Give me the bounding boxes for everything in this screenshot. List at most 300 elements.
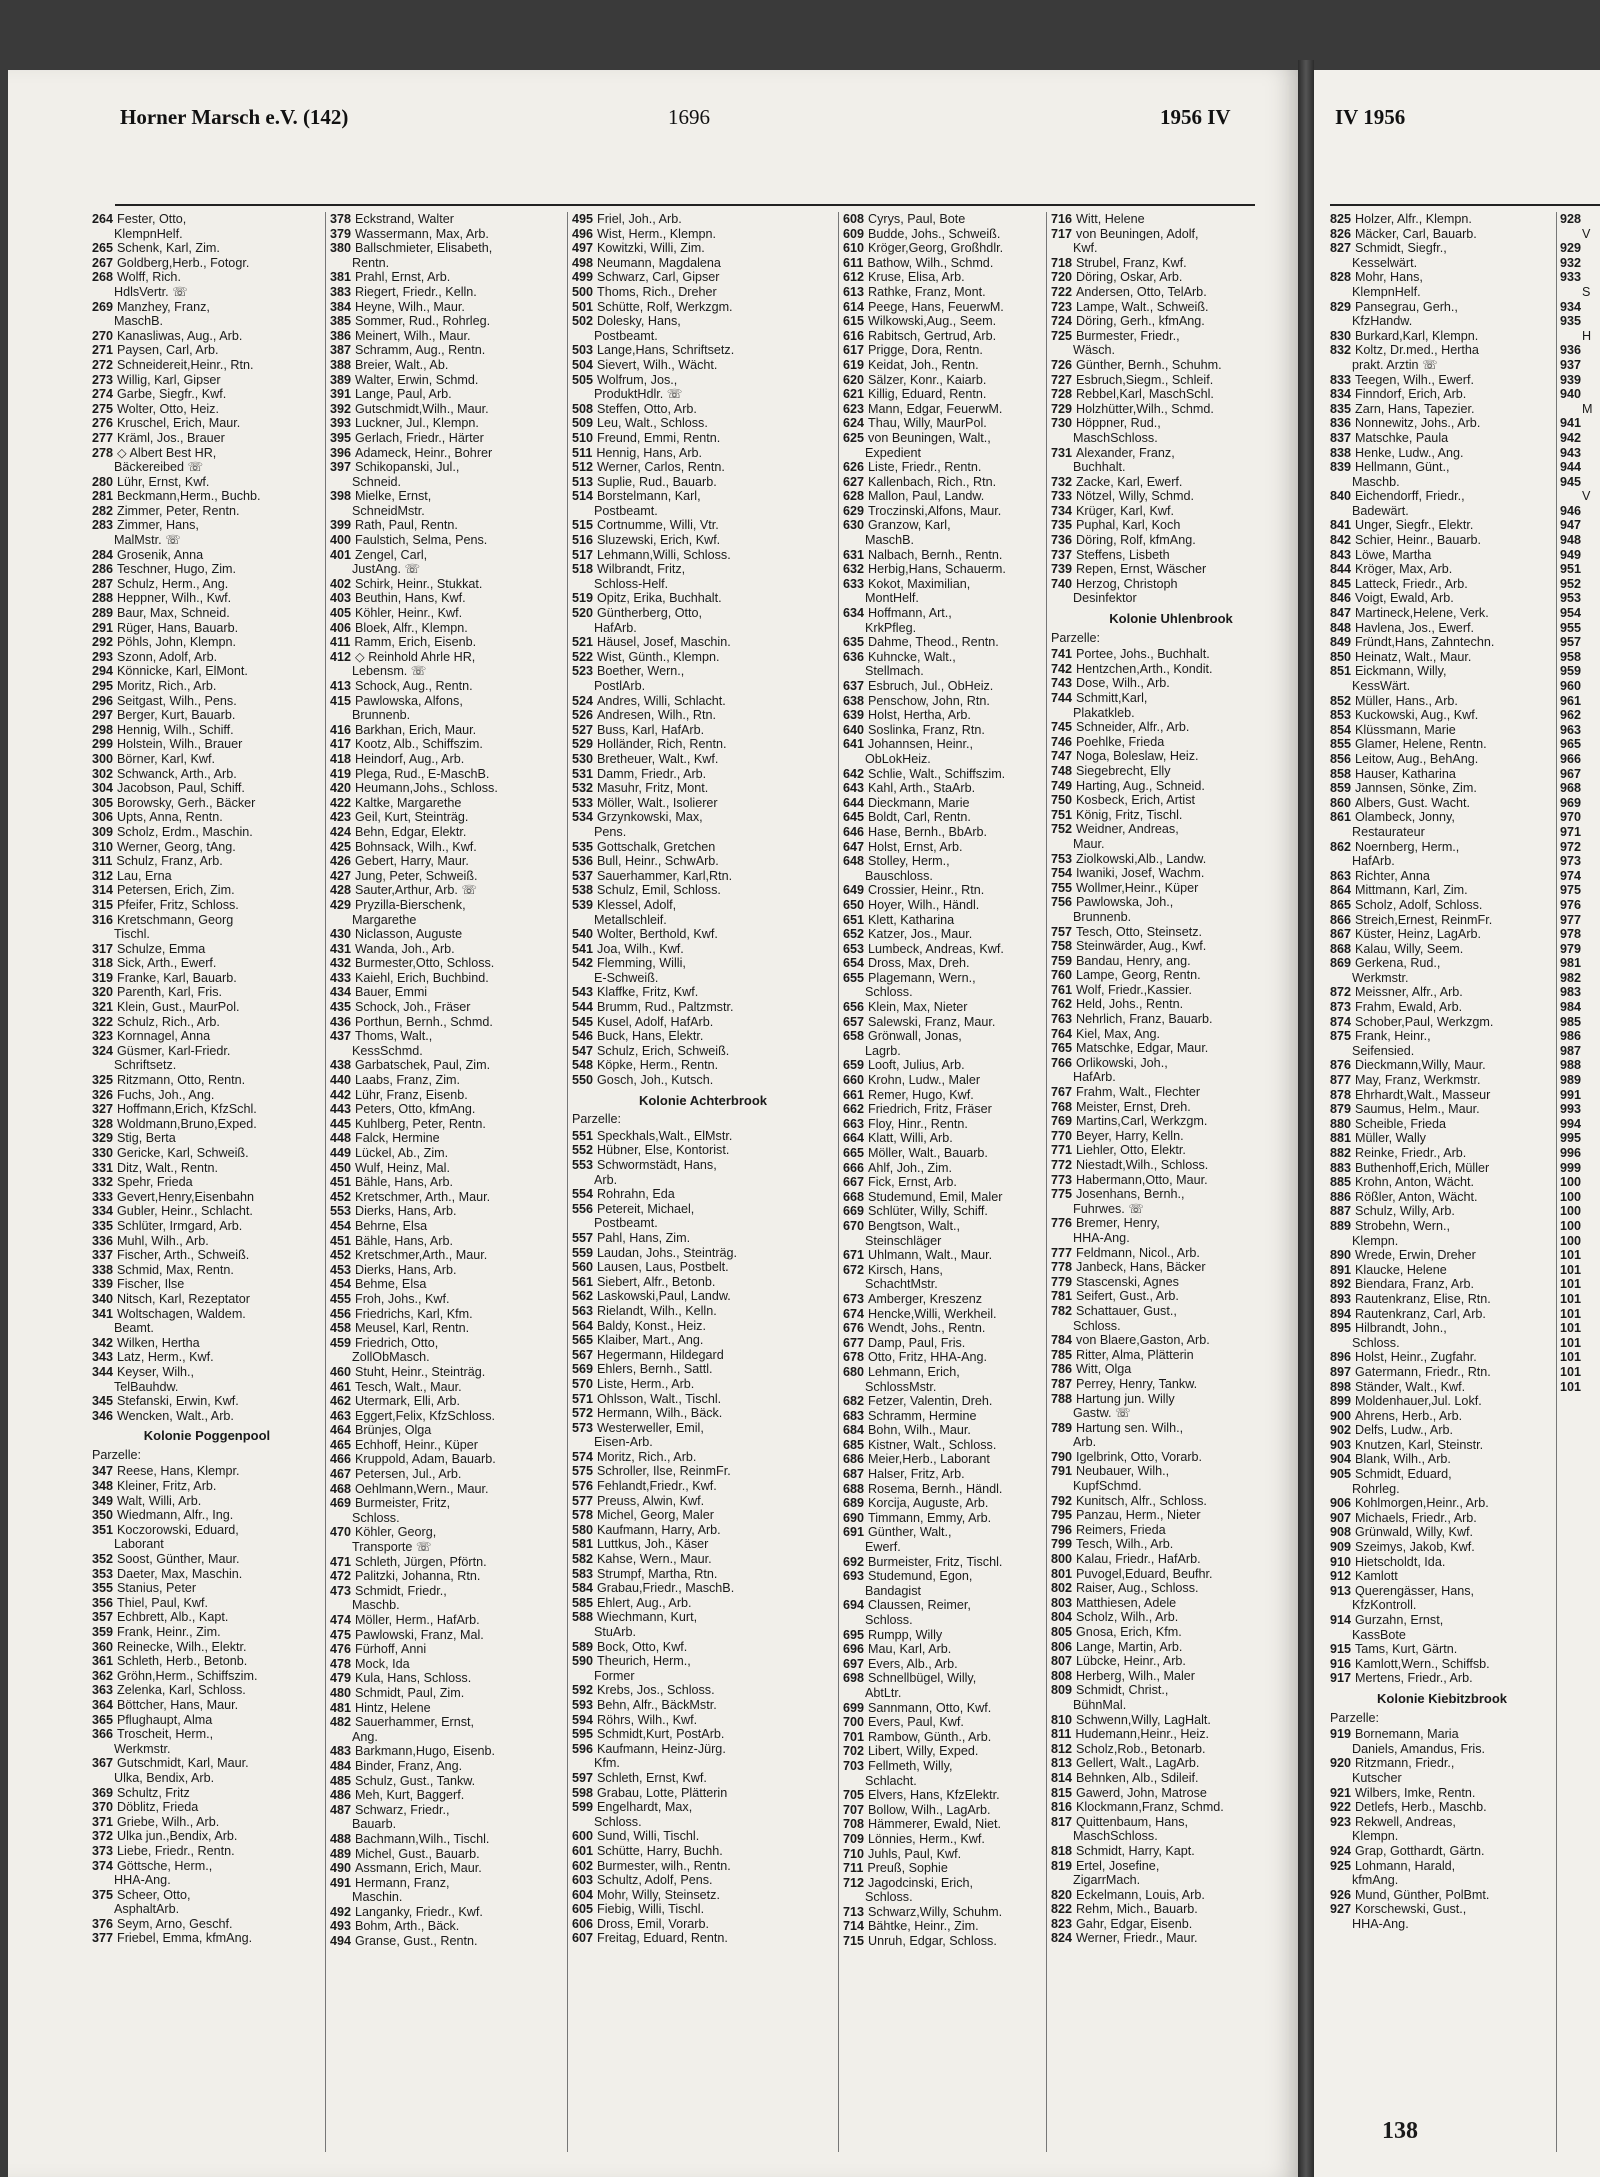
parcel-number: 802 — [1051, 1581, 1073, 1596]
directory-entry — [572, 1596, 834, 1611]
directory-entry — [1051, 460, 1291, 475]
parcel-number: 855 — [1330, 737, 1352, 752]
parcel-number: 913 — [1330, 1583, 1352, 1598]
resident-text: Wolter, Berthold, Kwf. — [597, 927, 718, 942]
resident-text: Schneider, Alfr., Arb. — [1076, 720, 1190, 735]
directory-entry — [1330, 985, 1554, 1000]
parcel-number: 787 — [1051, 1376, 1073, 1391]
parcel-number: 575 — [572, 1464, 594, 1479]
directory-entry — [1330, 373, 1554, 388]
resident-text: Maur. — [1073, 836, 1105, 851]
parcel-number: 875 — [1330, 1029, 1352, 1044]
resident-text: Kretschmann, Georg — [117, 912, 234, 927]
parcel-number: 815 — [1051, 1785, 1073, 1800]
parcel-number: 460 — [330, 1364, 352, 1379]
parcel-number: 448 — [330, 1131, 352, 1146]
parcel-number: 838 — [1330, 445, 1352, 460]
resident-text: Damp, Paul, Fris. — [868, 1335, 966, 1350]
parcel-number: 714 — [843, 1919, 865, 1934]
resident-text: Scholz, Erdm., Maschin. — [117, 824, 253, 839]
directory-entry — [1051, 1275, 1291, 1290]
directory-entry — [1330, 1800, 1554, 1815]
resident-text: Reinke, Friedr., Arb. — [1355, 1146, 1467, 1160]
resident-text: H — [1582, 328, 1592, 343]
directory-entry — [1330, 1365, 1554, 1380]
resident-text: Witt, Helene — [1076, 212, 1145, 226]
resident-text: Stolley, Herm., — [868, 854, 950, 869]
directory-entry — [1330, 548, 1554, 563]
parcel-number: 531 — [572, 766, 594, 781]
resident-text: Kleiner, Fritz, Arb. — [117, 1479, 217, 1494]
directory-entry — [843, 285, 1043, 300]
resident-text: Burmester, wilh., Rentn. — [597, 1858, 731, 1873]
resident-text: Transporte ☏ — [352, 1540, 432, 1555]
resident-text: Lückel, Ab., Zim. — [355, 1146, 449, 1160]
resident-text: Bauschloss. — [865, 868, 933, 883]
resident-text: Binder, Franz, Ang. — [355, 1758, 463, 1773]
directory-entry — [330, 956, 565, 971]
parcel-number: 743 — [1051, 676, 1073, 691]
parcel-number: 817 — [1051, 1814, 1073, 1829]
directory-entry — [1051, 1698, 1291, 1713]
parcel-number: 100 — [1560, 1218, 1582, 1233]
resident-text: V — [1582, 226, 1591, 241]
directory-entry — [843, 1934, 1043, 1949]
directory-entry — [843, 1919, 1043, 1934]
parcel-number: 665 — [843, 1146, 865, 1160]
parcel-number: 944 — [1560, 460, 1582, 475]
directory-entry — [1560, 358, 1600, 373]
resident-text: Steinwärder, Aug., Kwf. — [1076, 939, 1207, 954]
directory-entry — [1560, 343, 1600, 358]
parcel-number: 415 — [330, 693, 352, 708]
resident-text: Klempn. — [1352, 1829, 1399, 1844]
directory-entry — [1560, 971, 1600, 986]
parcel-number: 921 — [1330, 1785, 1352, 1800]
parcel-number: 369 — [92, 1785, 114, 1800]
directory-entry — [92, 694, 322, 709]
directory-entry — [843, 1482, 1043, 1497]
directory-entry — [572, 737, 834, 752]
parcel-number: 576 — [572, 1479, 594, 1494]
directory-entry — [843, 1234, 1043, 1249]
parcel-number: 733 — [1051, 489, 1073, 504]
resident-text: Szonn, Adolf, Arb. — [117, 649, 218, 664]
parcel-number: 428 — [330, 883, 352, 898]
resident-text: Schober,Paul, Werkzgm. — [1355, 1014, 1494, 1029]
directory-entry — [1330, 767, 1554, 782]
resident-text: Engelhardt, Max, — [597, 1800, 693, 1815]
resident-text: Peters, Otto, kfmAng. — [355, 1102, 476, 1117]
directory-entry — [92, 606, 322, 621]
resident-text: Hoffmann,Erich, KfzSchl. — [117, 1102, 257, 1117]
directory-entry — [1560, 329, 1600, 344]
directory-entry — [1051, 1640, 1291, 1655]
parcel-number: 646 — [843, 824, 865, 839]
parcel-number: 633 — [843, 576, 865, 591]
directory-entry — [92, 1742, 322, 1757]
parcel-number: 684 — [843, 1423, 865, 1438]
directory-entry — [843, 810, 1043, 825]
parcel-number: 331 — [92, 1160, 114, 1175]
resident-text: Andres, Willi, Schlacht. — [597, 693, 726, 708]
directory-entry — [1560, 621, 1600, 636]
resident-text: Rohrleg. — [1352, 1481, 1400, 1496]
section-heading: Kolonie Achterbrook — [638, 1092, 768, 1108]
parcel-number: 602 — [572, 1858, 594, 1873]
directory-entry — [92, 270, 322, 285]
resident-text: Schmidt,Kurt, PostArb. — [597, 1727, 725, 1742]
directory-entry — [1560, 883, 1600, 898]
parcel-number: 863 — [1330, 868, 1352, 883]
directory-entry — [92, 1523, 322, 1538]
parcel-number: 725 — [1051, 328, 1073, 343]
parcel-number: 353 — [92, 1566, 114, 1581]
resident-text: Hietscholdt, Ida. — [1355, 1554, 1446, 1569]
resident-text: Ertel, Josefine, — [1076, 1858, 1160, 1873]
parcel-number: 607 — [572, 1931, 594, 1946]
directory-entry — [92, 285, 322, 300]
parcel-number: 101 — [1560, 1379, 1582, 1394]
parcel-number: 813 — [1051, 1756, 1073, 1771]
directory-entry — [843, 1423, 1043, 1438]
directory-entry — [1560, 227, 1600, 242]
resident-text: Gebert, Harry, Maur. — [355, 854, 469, 869]
parcel-number: 588 — [572, 1610, 594, 1625]
resident-text: Esbruch, Jul., ObHeiz. — [868, 679, 994, 693]
parcel-number: 876 — [1330, 1058, 1352, 1073]
directory-entry — [1560, 577, 1600, 592]
directory-entry — [572, 431, 834, 446]
parcel-number: 999 — [1560, 1160, 1582, 1175]
parcel-number: 923 — [1330, 1814, 1352, 1829]
resident-text: Kaufmann, Harry, Arb. — [597, 1522, 721, 1537]
directory-entry — [572, 883, 834, 898]
directory-entry — [1560, 825, 1600, 840]
directory-entry — [92, 300, 322, 315]
resident-text: Stellmach. — [865, 664, 924, 679]
parcel-number: 537 — [572, 868, 594, 883]
parcel-number: 891 — [1330, 1262, 1352, 1277]
parcel-number: 639 — [843, 708, 865, 723]
directory-entry — [330, 1409, 565, 1424]
parcel-number: 584 — [572, 1581, 594, 1596]
resident-text: Rebbel,Karl, MaschSchl. — [1076, 387, 1214, 402]
parcel-number: 661 — [843, 1087, 865, 1102]
parcel-number: 530 — [572, 751, 594, 766]
parcel-number: 306 — [92, 810, 114, 825]
resident-text: Frank, Heinr., — [1355, 1029, 1431, 1044]
directory-entry — [843, 942, 1043, 957]
directory-entry — [1560, 956, 1600, 971]
resident-text: Koczorowski, Eduard, — [117, 1522, 239, 1537]
resident-text: Prahl, Ernst, Arb. — [355, 270, 451, 285]
column-divider — [1046, 212, 1047, 2152]
parcel-number: 606 — [572, 1916, 594, 1931]
directory-entry — [330, 810, 565, 825]
resident-text: Opitz, Erika, Buchhalt. — [597, 591, 722, 606]
parcel-number: 936 — [1560, 343, 1582, 358]
directory-entry — [572, 1216, 834, 1231]
directory-entry — [1051, 533, 1291, 548]
directory-column-3 — [572, 212, 834, 1946]
directory-entry — [330, 387, 565, 402]
directory-entry — [1330, 1467, 1554, 1482]
resident-text: PostlArb. — [594, 679, 646, 693]
parcel-number: 577 — [572, 1493, 594, 1508]
directory-entry — [572, 1654, 834, 1669]
parcel-number: 350 — [92, 1508, 114, 1523]
parcel-number: 687 — [843, 1467, 865, 1482]
directory-entry — [843, 898, 1043, 913]
resident-text: Latteck, Friedr., Arb. — [1355, 576, 1468, 591]
parcel-number: 500 — [572, 284, 594, 299]
parcel-number: 845 — [1330, 576, 1352, 591]
parcel-number: 478 — [330, 1656, 352, 1671]
resident-text: V — [1582, 489, 1591, 504]
directory-entry — [330, 1847, 565, 1862]
resident-text: Röhrs, Wilh., Kwf. — [597, 1712, 698, 1727]
directory-entry — [1051, 1669, 1291, 1684]
directory-entry — [1330, 1642, 1554, 1657]
directory-entry — [1051, 852, 1291, 867]
directory-entry — [843, 971, 1043, 986]
parcel-number: 100 — [1560, 1175, 1582, 1190]
parcel-number: 685 — [843, 1437, 865, 1452]
directory-entry — [92, 548, 322, 563]
directory-entry — [1330, 1917, 1554, 1932]
directory-entry — [1330, 1555, 1554, 1570]
parcel-number: 370 — [92, 1800, 114, 1815]
directory-entry — [1330, 1088, 1554, 1103]
directory-entry — [92, 256, 322, 271]
directory-entry — [330, 679, 565, 694]
directory-entry — [1051, 1450, 1291, 1465]
resident-text: Unger, Siegfr., Elektr. — [1355, 518, 1474, 533]
resident-text: Laudan, Johs., Steinträg. — [597, 1245, 738, 1260]
parcel-number: 924 — [1330, 1843, 1352, 1858]
parcel-number: 492 — [330, 1904, 352, 1919]
resident-text: Penschow, John, Rtn. — [868, 693, 990, 708]
parcel-number: 598 — [572, 1785, 594, 1800]
resident-text: MaschB. — [114, 314, 163, 329]
directory-entry — [92, 1640, 322, 1655]
parcel-number: 372 — [92, 1829, 114, 1844]
resident-text: Schneid. — [352, 474, 402, 489]
parcel-number: 284 — [92, 547, 114, 562]
directory-entry — [330, 1496, 565, 1511]
directory-entry — [1560, 1058, 1600, 1073]
directory-entry — [1330, 854, 1554, 869]
resident-text: Thiel, Paul, Kwf. — [117, 1595, 209, 1610]
directory-entry — [330, 1686, 565, 1701]
resident-text: Strubel, Franz, Kwf. — [1076, 255, 1187, 270]
resident-text: Mallon, Paul, Landw. — [868, 489, 985, 504]
directory-entry — [1560, 1234, 1600, 1249]
directory-entry — [330, 402, 565, 417]
directory-entry — [1051, 676, 1291, 691]
resident-text: Liste, Herm., Arb. — [597, 1376, 695, 1391]
resident-text: Göttsche, Herm., — [117, 1858, 213, 1873]
parcel-number: 556 — [572, 1201, 594, 1216]
directory-entry — [1330, 504, 1554, 519]
directory-entry — [572, 1058, 834, 1073]
parcel-number: 843 — [1330, 547, 1352, 562]
parcel-number: 455 — [330, 1291, 352, 1306]
resident-text: Lübcke, Heinr., Arb. — [1076, 1654, 1186, 1669]
directory-entry — [843, 227, 1043, 242]
parcel-number: 582 — [572, 1552, 594, 1567]
parcel-number: 768 — [1051, 1099, 1073, 1114]
directory-entry — [330, 1569, 565, 1584]
directory-entry — [92, 1350, 322, 1365]
header-rule-left — [115, 204, 1255, 206]
resident-text: Preuß, Sophie — [867, 1861, 948, 1876]
directory-entry — [92, 1756, 322, 1771]
parcel-number: 627 — [843, 474, 865, 489]
resident-text: Gosch, Joh., Kutsch. — [597, 1073, 714, 1088]
resident-text: Steffens, Lisbeth — [1076, 547, 1170, 562]
directory-entry — [1051, 1479, 1291, 1494]
parcel-number: 856 — [1330, 751, 1352, 766]
resident-text: Klett, Katharina — [868, 912, 955, 927]
directory-entry — [330, 1452, 565, 1467]
resident-text: Delfs, Ludw., Arb. — [1355, 1423, 1454, 1438]
resident-text: Ritzmann, Otto, Rentn. — [117, 1073, 246, 1088]
directory-entry — [572, 1275, 834, 1290]
resident-text: Ohlsson, Walt., Tischl. — [597, 1391, 722, 1406]
directory-entry — [330, 1102, 565, 1117]
parcel-number: 305 — [92, 795, 114, 810]
parcel-number: 323 — [92, 1029, 114, 1044]
parcel-number: 344 — [92, 1364, 114, 1379]
resident-text: Wist, Herm., Klempn. — [597, 226, 716, 241]
parcel-number: 101 — [1560, 1262, 1582, 1277]
directory-entry — [572, 1377, 834, 1392]
parcel-number: 317 — [92, 941, 114, 956]
directory-entry — [1330, 1815, 1554, 1830]
directory-entry — [1560, 985, 1600, 1000]
directory-entry — [572, 1494, 834, 1509]
directory-entry — [330, 796, 565, 811]
directory-entry — [330, 1671, 565, 1686]
parcel-number: 887 — [1330, 1204, 1352, 1219]
parcel-number: 399 — [330, 518, 352, 533]
directory-entry — [1051, 881, 1291, 896]
resident-text: HHA-Ang. — [1352, 1916, 1409, 1931]
resident-text: Postbeamt. — [594, 503, 658, 518]
directory-entry — [572, 1044, 834, 1059]
parcel-number: 836 — [1330, 416, 1352, 431]
directory-entry — [1051, 1917, 1291, 1932]
resident-text: Suplie, Rud., Bauarb. — [597, 474, 717, 489]
resident-text: Wendt, Johs., Rentn. — [868, 1321, 986, 1336]
parcel-number: 440 — [330, 1073, 352, 1088]
resident-text: Liehler, Otto, Elektr. — [1076, 1143, 1186, 1158]
resident-text: Könnicke, Karl, ElMont. — [117, 664, 248, 679]
resident-text: Woldmann,Bruno,Exped. — [117, 1116, 257, 1131]
directory-entry — [1560, 840, 1600, 855]
directory-entry — [1051, 1027, 1291, 1042]
directory-entry — [843, 1803, 1043, 1818]
section-heading: Kolonie Uhlenbrook — [1109, 611, 1233, 627]
directory-entry — [330, 1744, 565, 1759]
directory-entry — [330, 1788, 565, 1803]
directory-entry — [1051, 1319, 1291, 1334]
resident-text: Soost, Günther, Maur. — [117, 1552, 240, 1567]
resident-text: Kamlott — [1355, 1569, 1398, 1584]
parcel-number: 772 — [1051, 1158, 1073, 1172]
directory-entry — [572, 256, 834, 271]
parcel-number: 286 — [92, 562, 114, 577]
parcel-number: 304 — [92, 781, 114, 796]
directory-entry — [572, 212, 834, 227]
directory-entry — [92, 650, 322, 665]
parcel-number: 571 — [572, 1391, 594, 1406]
directory-entry — [330, 883, 565, 898]
parcel-number: 902 — [1330, 1423, 1352, 1438]
resident-text: Albers, Gust. Wacht. — [1355, 795, 1471, 810]
parcel-number: 641 — [843, 737, 865, 752]
directory-entry — [843, 548, 1043, 563]
directory-entry — [1560, 1131, 1600, 1146]
directory-entry — [1330, 1423, 1554, 1438]
parcel-number: 751 — [1051, 807, 1073, 822]
directory-entry — [92, 898, 322, 913]
parcel-number: 321 — [92, 1000, 114, 1015]
parcel-number: 983 — [1560, 985, 1582, 1000]
parcel-number: 393 — [330, 416, 352, 431]
directory-entry — [1051, 1567, 1291, 1582]
parcel-number: 487 — [330, 1802, 352, 1817]
directory-entry — [1051, 1246, 1291, 1261]
directory-entry — [1330, 314, 1554, 329]
parcel-number: 666 — [843, 1160, 865, 1175]
directory-entry — [1560, 796, 1600, 811]
parcel-number: 101 — [1560, 1306, 1582, 1321]
resident-text: Werner, Georg, tAng. — [117, 839, 236, 854]
directory-entry — [92, 1771, 322, 1786]
parcel-number: 451 — [330, 1175, 352, 1190]
directory-entry — [843, 1175, 1043, 1190]
directory-entry — [1330, 329, 1554, 344]
resident-text: Lühr, Ernst, Kwf. — [117, 474, 210, 489]
directory-entry — [843, 1569, 1043, 1584]
resident-text: Oehlmann,Wern., Maur. — [355, 1481, 489, 1496]
parcel-number: 269 — [92, 299, 114, 314]
resident-text: Harting, Aug., Schneid. — [1076, 778, 1205, 793]
directory-entry — [92, 1088, 322, 1103]
parcel-number: 822 — [1051, 1902, 1073, 1917]
directory-entry — [843, 1380, 1043, 1395]
directory-entry — [92, 1146, 322, 1161]
directory-entry — [843, 416, 1043, 431]
directory-entry — [1330, 1873, 1554, 1888]
directory-entry — [1560, 1219, 1600, 1234]
directory-entry — [1330, 591, 1554, 606]
resident-text: Badewärt. — [1352, 503, 1409, 518]
parcel-number: 614 — [843, 299, 865, 314]
resident-text: MaschB. — [865, 533, 914, 548]
directory-entry — [1051, 764, 1291, 779]
parcel-number: 479 — [330, 1671, 352, 1686]
parcel-number: 561 — [572, 1274, 594, 1289]
resident-text: Friel, Joh., Arb. — [597, 212, 682, 226]
resident-text: Poehlke, Frieda — [1076, 734, 1165, 749]
parcel-number: 941 — [1560, 416, 1582, 431]
directory-entry — [1051, 1873, 1291, 1888]
parcel-number: 691 — [843, 1525, 865, 1540]
